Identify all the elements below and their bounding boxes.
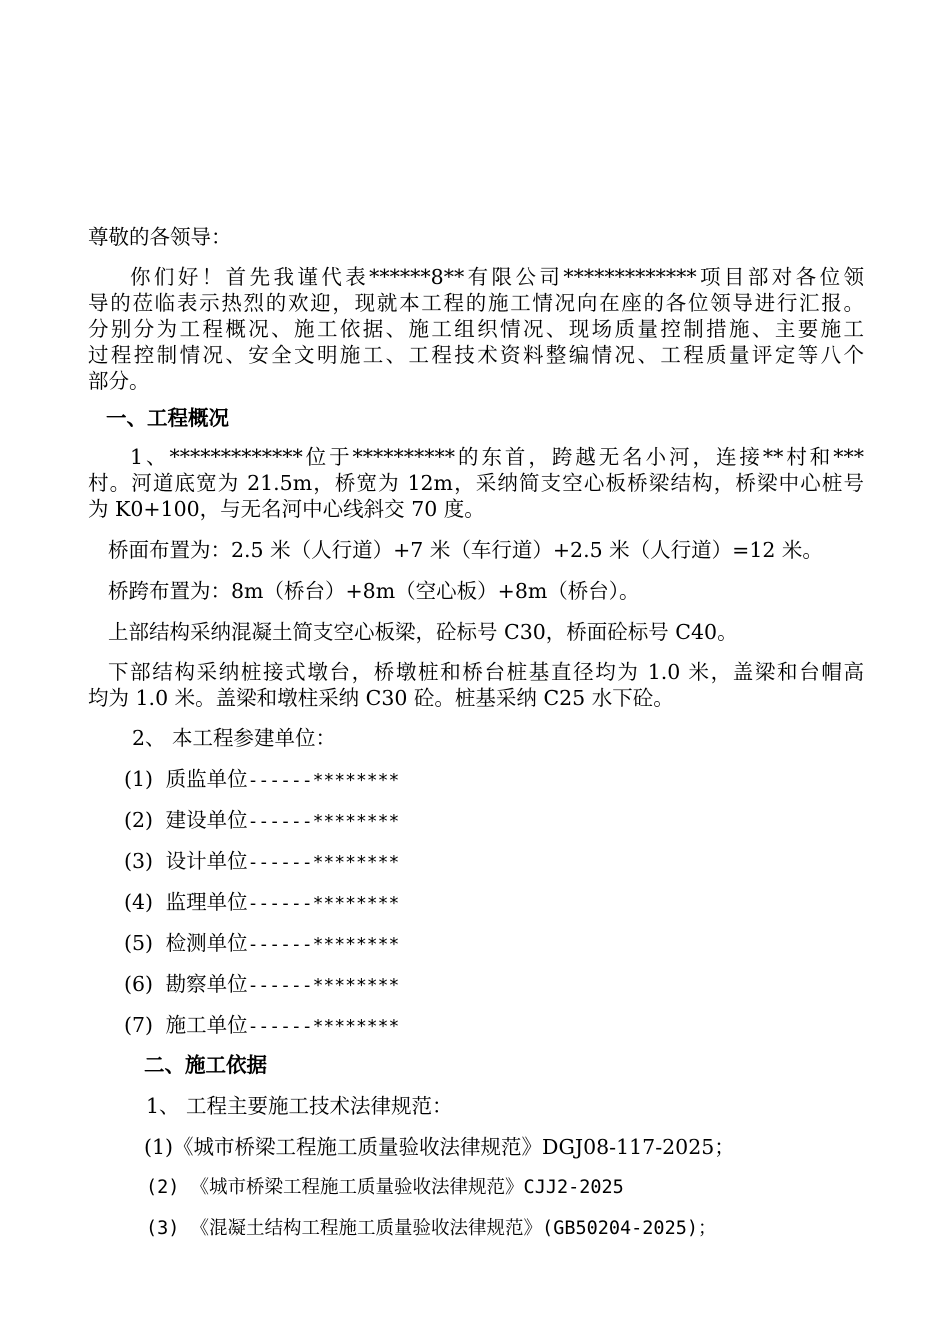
unit-name: 检测单位	[165, 931, 248, 955]
list-item	[124, 848, 399, 876]
overview-line-3: 为 K0+100，与无名河中心线斜交 70 度。	[88, 497, 485, 521]
unit-number: (4)	[124, 890, 154, 914]
unit-value: ------********	[247, 934, 400, 955]
unit-number: (5)	[124, 931, 154, 955]
unit-number: (2)	[124, 808, 154, 832]
list-item: (2) 《城市桥梁工程施工质量验收法律规范》CJJ2-2025	[146, 1177, 624, 1198]
unit-value: ------********	[247, 811, 400, 832]
list-item	[124, 971, 399, 999]
list-item: (1)《城市桥梁工程施工质量验收法律规范》DGJ08-117-2025；	[144, 1135, 735, 1159]
unit-name: 建设单位	[165, 808, 248, 832]
section-1-heading: 一、工程概况	[106, 406, 229, 430]
list-item	[124, 807, 399, 835]
intro-line-2: 导的莅临表示热烈的欢迎，现就本工程的施工情况向在座的各位领导进行汇报。	[88, 291, 864, 315]
unit-value: ------********	[247, 893, 400, 914]
overview-line-2: 村。河道底宽为 21.5m，桥宽为 12m，采纳简支空心板桥梁结构，桥梁中心桩号	[88, 471, 864, 495]
unit-name: 设计单位	[165, 849, 248, 873]
unit-number: (3)	[124, 849, 154, 873]
greeting: 尊敬的各领导：	[88, 225, 232, 249]
lower-structure-line-1: 下部结构采纳桩接式墩台，桥墩桩和桥台桩基直径均为 1.0 米，盖梁和台帽高	[108, 660, 864, 684]
unit-value: ------********	[247, 975, 400, 996]
unit-value: ------********	[247, 770, 400, 791]
intro-line-1: 你们好！首先我谨代表******8**有限公司*************项目部对各位领	[130, 265, 864, 289]
upper-structure: 上部结构采纳混凝土简支空心板梁，砼标号 C30，桥面砼标号 C40。	[108, 620, 738, 644]
unit-name: 质监单位	[165, 767, 248, 791]
unit-value: ------********	[247, 1016, 400, 1037]
overview-line-1: 1、*************位于**********的东首，跨越无名小河，连接**村和***	[130, 445, 864, 469]
list-item: (3) 《混凝土结构工程施工质量验收法律规范》(GB50204-2025)；	[146, 1218, 717, 1239]
unit-number: (1)	[124, 767, 154, 791]
unit-name: 监理单位	[165, 890, 248, 914]
list-item	[124, 766, 399, 794]
standards-title: 1、 工程主要施工技术法律规范：	[146, 1094, 453, 1118]
unit-name: 勘察单位	[165, 972, 248, 996]
intro-line-5: 部分。	[88, 369, 150, 393]
section-2-heading: 二、施工依据	[144, 1053, 267, 1077]
units-title: 2、 本工程参建单位：	[132, 726, 337, 750]
unit-number: (6)	[124, 972, 154, 996]
list-item	[124, 889, 399, 917]
deck-layout: 桥面布置为：2.5 米（人行道）+7 米（车行道）+2.5 米（人行道）=12 米。	[108, 538, 823, 562]
list-item	[124, 1012, 399, 1040]
list-item	[124, 930, 399, 958]
unit-name: 施工单位	[165, 1013, 248, 1037]
unit-number: (7)	[124, 1013, 154, 1037]
span-layout: 桥跨布置为：8m（桥台）+8m（空心板）+8m（桥台）。	[108, 579, 640, 603]
unit-value: ------********	[247, 852, 400, 873]
intro-line-3: 分别分为工程概况、施工依据、施工组织情况、现场质量控制措施、主要施工	[88, 317, 864, 341]
intro-line-4: 过程控制情况、安全文明施工、工程技术资料整编情况、工程质量评定等八个	[88, 343, 864, 367]
lower-structure-line-2: 均为 1.0 米。盖梁和墩柱采纳 C30 砼。桩基采纳 C25 水下砼。	[88, 686, 674, 710]
